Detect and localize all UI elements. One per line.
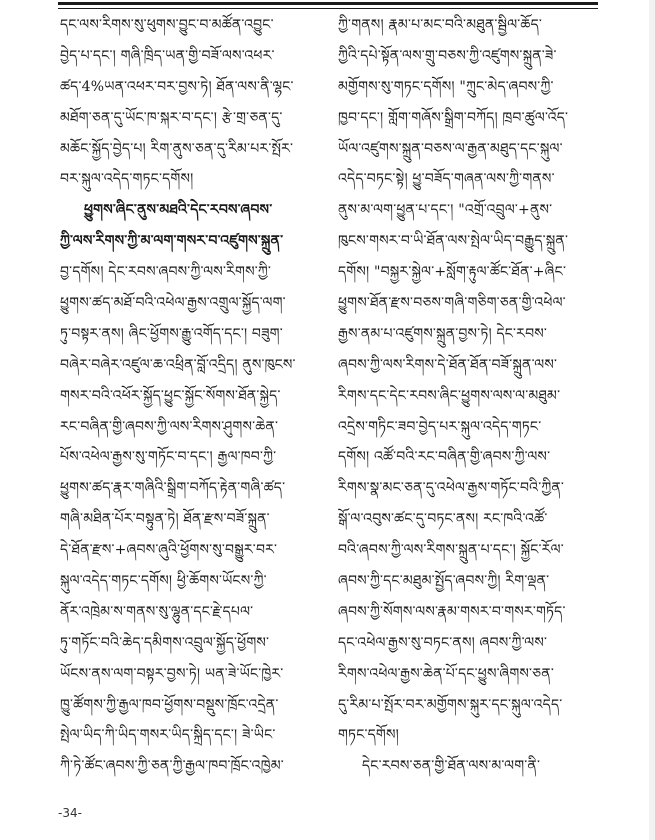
text-line: བར་སྐུལ་འདེད་གཏང་དགོས། (60, 171, 194, 188)
text-line: ནོར་འཁྲེམ་ས་གནས་སུ་ལྷུན་དང་རྗེ་དཔལ་ (60, 603, 254, 620)
text-line: ཕྱུགས་ཐོན་རྫས་བཅས་གཞི་གཅིག་ཅན་གྱི་འཕེལ་ (338, 295, 566, 312)
text-line: ཕྱུགས་ཚད་རྣར་གཞིའི་སྒྲིག་བཀོད་རྟེན་གཞི་ཚད་ (60, 480, 286, 497)
text-line: གཞི་མཐིན་པོར་བསྟུན་ཏེ། ཐོན་རྫས་བཟོ་སྐྲུན་ (60, 511, 270, 528)
text-line: ཞབས་ཀྱི་དང་མཐུམ་སྤྱོད་ཞབས་ཀྱི། རིག་ལྡན་ (338, 573, 550, 590)
text-line: དང་ལས་རིགས་སུ་ཕུགས་བྱུང་བ་མཚོན་འབྱུང་ (60, 17, 274, 33)
text-line: ཡོངས་ནས་ལག་བསྟར་བྱས་ཏེ། ཡན་ཟེ་ཡོང་ཁྱེར་ (60, 665, 284, 682)
text-line: དུ་རིམ་པ་སྤོར་བར་མགྱོགས་སྐུར་དང་སྐུལ་འདེད་ (338, 696, 563, 713)
text-line: དང་འཕེལ་རྒྱས་སུ་བཏང་ནས། ཞབས་ཀྱི་ལས་ (338, 634, 548, 651)
right-text-column (338, 10, 600, 782)
text-line: གསར་བའི་འཕོར་སྐྱོད་ཕྱུང་སྐྱོང་སོགས་ཐོན་སྐྱེད་ (60, 387, 281, 404)
text-line: འདེད་བཏང་སྟེ། ཕྱུ་བཟོད་གཞན་ལས་ཀྱི་གནས་ (338, 171, 555, 188)
text-line: ཁྱབ་དང་། གློག་གཞོས་སྒྲིག་བཀོད། ཁྲབ་ཚུལ་འོད་ (338, 109, 569, 126)
text-line: འདྲེས་གཏིང་ཟབ་བྱེད་པར་སྐུལ་འདེད་གཏང་ (338, 418, 542, 435)
text-line: ཕྱུགས་ཚད་མཐོ་བའི་འཕེལ་རྒྱས་འགྲུལ་སྐྱོད་ལག་ (60, 295, 286, 312)
text-line: ཡོལ་འཛུགས་སྐྲུན་བཅས་ལ་རྒྱན་མཐུད་དང་སྐུལ་ (338, 140, 563, 157)
text-line: རིགས་སྣ་མང་ཅན་དུ་འཕེལ་རྒྱས་གཏོང་བའི་ཀྱིན་ (338, 480, 565, 497)
text-line: དགོས། "བསྐྱར་སྐྱེལ་+སློག་རྟུལ་ཚོང་ཐོན་+ཞིང་ (338, 264, 567, 281)
text-line: མཆོང་སྐྱོད་བྱེད་པ། རིག་ནུས་ཅན་དུ་རིམ་པར་སྤོར་ (60, 140, 294, 157)
text-line: བྱ་དགོས། དེང་རབས་ཞབས་ཀྱི་ལས་རིགས་ཀྱི་ (60, 264, 272, 281)
text-line: སྒོ་ལ་འབུས་ཚང་དུ་བཏང་ནས། རང་ཁའི་འཚོ་ (338, 511, 548, 528)
text-line: སྐུལ་འདེད་གཏང་དགོས། ཕྱི་ཆོགས་ཡོངས་ཀྱི་ (60, 573, 267, 590)
text-line: རང་བཞིན་གྱི་ཞབས་ཀྱི་ལས་རིགས་ཤུགས་ཆེན་ (60, 418, 279, 435)
text-line: ཏུ་བསྟར་ནས། ཞིང་ཕྱོགས་རྒྱུ་འགོད་དང་། བཟུག་ (60, 325, 283, 342)
text-line: པོས་འཕེལ་རྒྱས་སུ་གཏོང་བ་དང་། རྒྱལ་ཁབ་ཀྱི་ (60, 449, 277, 466)
text-line: ཕྱུགས་ཞིང་ནུས་མཐའི་དེང་རབས་ཞབས་ (84, 202, 273, 219)
text-line: བྱེད་པ་དང་། གཞི་ཁྲིད་ཡན་གྱི་བཟོ་ལས་འཕར་ (60, 47, 275, 64)
text-line: རིགས་དང་དེང་རབས་ཞིང་ཕྱུགས་ལས་ལ་མཐུམ་ (338, 387, 561, 404)
text-line: ཁྱུ་ཚོགས་ཀྱི་རྒྱལ་ཁབ་ཕྱོགས་བསྡུས་ཁྲོང་འདྲེན་ (60, 696, 279, 713)
text-line: ཀྱི་ལས་རིགས་ཀྱི་མ་ལག་གསར་བ་འཛུགས་སྐྲུན་ (60, 233, 284, 250)
page-edge-shadow (649, 0, 655, 840)
text-line: ཁུངས་གསར་བ་ཡི་ཐོན་ལས་སྤེལ་ཡིད་བརྒྱུད་སྐྲུན་ (338, 233, 569, 250)
text-line: ཞབས་ཀྱི་ལས་རིགས་དེ་ཐོན་ཐོན་བཟོ་སྐྲུན་ལས་ (338, 356, 558, 373)
text-line: རིགས་འཕེལ་རྒྱས་ཆེན་པོ་དང་ཕྱུས་ཞིགས་ཅན་ (338, 665, 554, 682)
text-line: བའི་ཞབས་ཀྱི་ལས་རིགས་སྐྲུན་པ་དང་། སྐྱོང་རོལ་ (338, 542, 564, 559)
text-line: ཏུ་གཏོང་བའི་ཆེད་དམིགས་འབྲུལ་སྐྱོད་ཕྱོགས་ (60, 634, 270, 651)
text-line: དེང་རབས་ཅན་གྱི་ཐོན་ལས་མ་ལག་ནི་ (362, 758, 541, 775)
text-line: ཀྱི་གནས། རྣམ་པ་མང་བའི་མཐུན་སྦྱིལ་ཆོད་ (338, 17, 543, 33)
text-line: སྤེལ་ཡིད་ཀི་ཡིད་གསར་ཡིད་སྐྲིད་དང་། ཟེ་ཡིང་ (60, 727, 276, 744)
header-rule-thin (58, 8, 598, 9)
left-text-column (60, 10, 322, 782)
page-number: -34- (58, 806, 82, 820)
header-rule (58, 2, 598, 5)
text-line: མཐོག་ཅན་དུ་ཡོང་ཁ་སྐར་བ་དང་། རྩེ་གྲ་ཅན་དུ་ (60, 109, 283, 126)
text-line: གཏང་དགོས། (338, 727, 399, 744)
text-line: མགྱོགས་སུ་གཏང་དགོས། "ཀྲུང་མེད་ཞབས་ཀྱི་ (338, 78, 554, 95)
text-line: རྒྱས་ནམ་པ་འཛུགས་སྐྲུན་བྱས་ཏེ། དེང་རབས་ (338, 325, 548, 342)
text-line: བཞེར་བཞེར་འཛུལ་ཆ་འཕྲིན་བློ་འདྲིད། ནུས་ཁུངས་ (60, 356, 296, 373)
text-line: དགོས། འཚོ་བའི་རང་བཞིན་གྱི་ཞབས་ཀྱི་ལས་ (338, 449, 551, 466)
text-line: ཚད་4%ཡན་འཕར་བར་བྱས་ཏེ། ཐོན་ལས་ནི་ལྷང་ (60, 78, 294, 95)
text-line: དེ་ཐོན་རྫས་+ཞབས་ཞུའི་ཕྱོགས་སུ་བསྒྱུར་བར་ (60, 542, 278, 559)
text-line: ཀི་ཏེ་ཚོང་ཞབས་ཀྱི་ཅན་ཀྱི་རྒྱལ་ཁབ་ཁྲོང་འཁྱེམ་ (60, 758, 284, 775)
text-line: ནུས་མ་ལག་ཕྱུན་པ་དང་། "འགྲོ་འབྲུལ་+ནུས་ (338, 202, 553, 219)
text-line: ཞབས་ཀྱི་སོགས་ལས་རྣམ་གསར་བ་གསར་གཏོད་ (338, 603, 566, 620)
text-line: ཀྱིའི་དཔེ་སྟོན་ལས་གྲུ་བཅས་ཀྱི་འཛུགས་སྐྲུན་ཟེ་ (338, 47, 557, 64)
